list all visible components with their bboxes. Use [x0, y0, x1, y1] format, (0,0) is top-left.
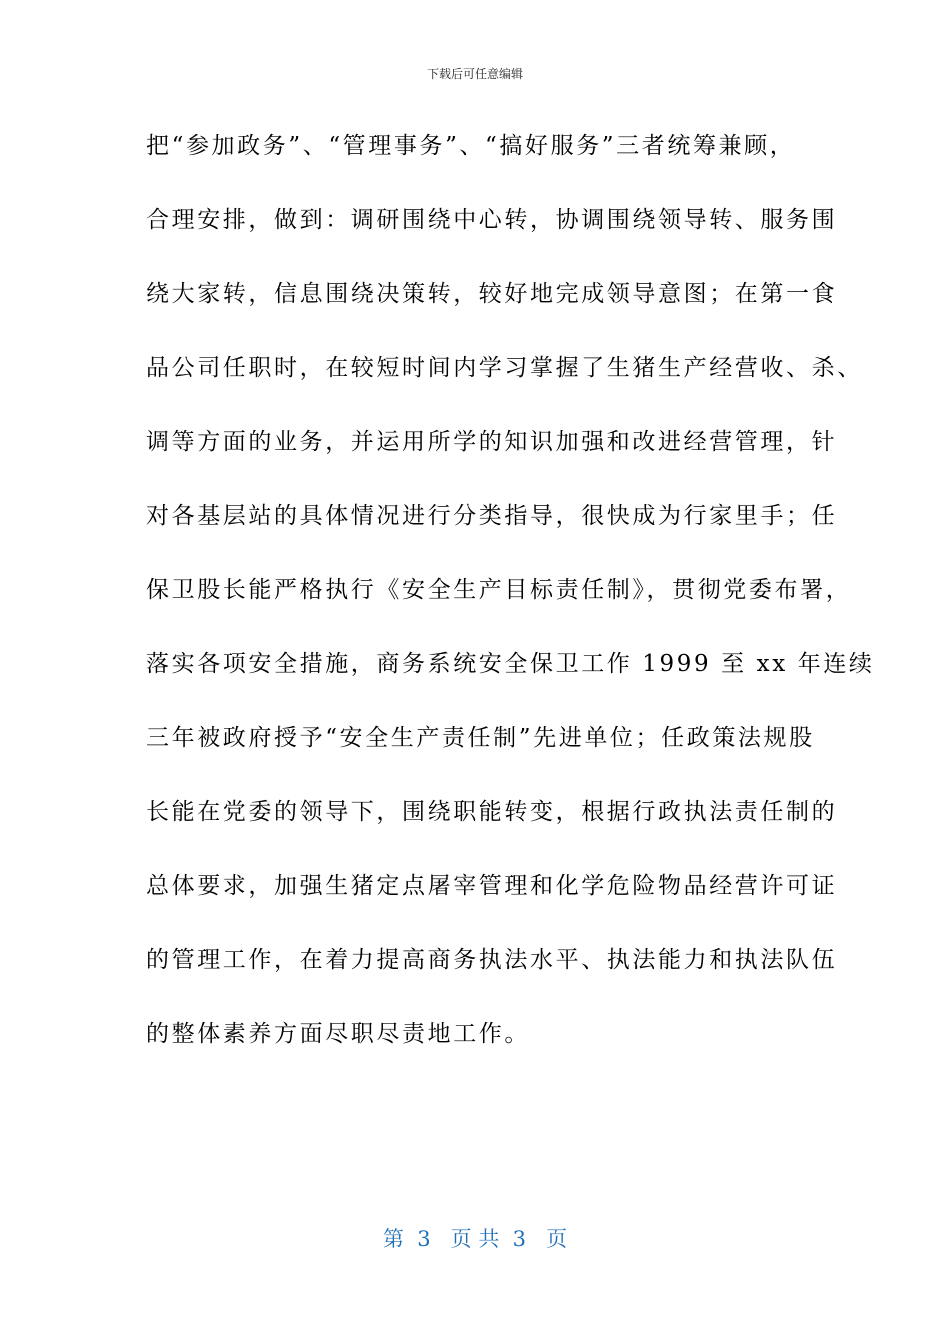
page-number-footer: 第 3 页 共 3 页 [382, 1227, 568, 1251]
paragraph-line: 品公司任职时，在较短时间内学习掌握了生猪生产经营收、杀、 [146, 355, 863, 381]
paragraph-line: 调等方面的业务，并运用所学的知识加强和改进经营管理，针 [146, 429, 838, 455]
paragraph-line: 合理安排，做到：调研围绕中心转，协调围绕领导转、服务围 [146, 207, 838, 233]
paragraph-line: 长能在党委的领导下，围绕职能转变，根据行政执法责任制的 [146, 799, 838, 825]
paragraph-line: 的管理工作，在着力提高商务执法水平、执法能力和执法队伍 [146, 947, 838, 973]
paragraph-line: 总体要求，加强生猪定点屠宰管理和化学危险物品经营许可证 [146, 873, 838, 899]
paragraph-line: 三年被政府授予“安全生产责任制”先进单位；任政策法规股 [146, 725, 815, 751]
paragraph-line: 落实各项安全措施，商务系统安全保卫工作 1999 至 xx 年连续 [146, 651, 875, 677]
paragraph-line: 绕大家转，信息围绕决策转，较好地完成领导意图；在第一食 [146, 281, 838, 307]
paragraph-line: 保卫股长能严格执行《安全生产目标责任制》，贯彻党委布署， [146, 577, 852, 603]
paragraph-line: 对各基层站的具体情况进行分类指导，很快成为行家里手；任 [146, 503, 838, 529]
page-header: 下载后可任意编辑 [426, 67, 523, 81]
paragraph-line: 的整体素养方面尽职尽责地工作。 [146, 1021, 530, 1047]
paragraph-line: 把“参加政务”、“管理事务”、“搞好服务”三者统筹兼顾， [146, 133, 796, 159]
